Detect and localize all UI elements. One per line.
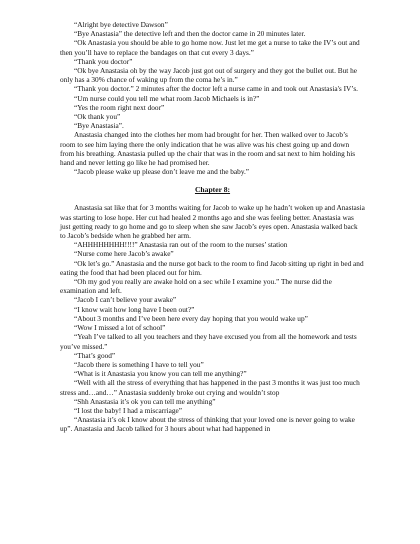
paragraph: “Ok Anastasia you should be able to go home now. Just let me get a nurse to take the IV’s out and then you’ll have to replace the bandages on that cut every 3 days.” [60, 38, 360, 57]
paragraph: “Shh Anastasia it’s ok you can tell me anything” [74, 396, 216, 406]
top-section [60, 20, 365, 176]
paragraph: “Thank you doctor.” 2 minutes after the doctor left a nurse came in and took out Anastasia's IV’s. [74, 84, 358, 94]
paragraph: “I lost the baby! I had a miscarriage” [74, 405, 182, 415]
paragraph: “AHHHHHHHH!!!!” Anastasia ran out of the room to the nurses’ station [74, 240, 288, 250]
paragraph: “Wow I missed a lot of school” [74, 323, 166, 333]
chapter-heading: Chapter 8: [194, 185, 231, 195]
paragraph: “Yes the room right next door” [74, 102, 165, 112]
paragraph: “Well with all the stress of everything that has happened in the past 3 months it was just too much stress and…and…” Anastasia suddenly broke out crying and wouldn’t stop [60, 378, 360, 397]
paragraph: “Um nurse could you tell me what room Jacob Michaels is in?” [74, 93, 260, 103]
paragraph: “Yeah I’ve talked to all you teachers and they have excused you from all the homework and tests you’ve missed.” [60, 332, 357, 351]
paragraph: “What is it Anastasia you know you can tell me anything?” [74, 369, 247, 379]
paragraph: “Ok thank you” [74, 112, 121, 122]
paragraph: “Bye Anastasia”. [74, 121, 124, 131]
paragraph: “Oh my god you really are awake hold on a sec while I examine you.” The nurse did the examination and left. [60, 277, 332, 296]
paragraph: Anastasia sat like that for 3 months waiting for Jacob to wake up he hadn’t woken up and Anastasia was starting to lose hope. Her cut had healed 2 months ago and she was feeling better. Anastasia was just getting ready to go home and go to sleep when she saw Jacob’s eyes open. Anastasia walked back to Jacob’s bedside when he grabbed her arm. [60, 203, 365, 241]
paragraph: “Thank you doctor” [74, 56, 133, 66]
bottom-section [60, 203, 365, 433]
paragraph: “Alright bye detective Dawson” [74, 20, 168, 29]
paragraph: “Jacob please wake up please don’t leave me and the baby.” [74, 167, 250, 177]
paragraph: Anastasia changed into the clothes her mom had brought for her. Then walked over to Jacob’s room to see him laying there the only indication that he was alive was his chest going up and down from his breathing. Anastasia pulled up the chair that was in the room and sat next to him holding his hand and never letting go like he had promised her. [60, 130, 356, 168]
paragraph: “Jacob I can’t believe your awake” [74, 295, 177, 305]
paragraph: “Anastasia it’s ok I know about the stress of thinking that your loved one is never going to wake up”. Anastasia and Jacob talked for 3 hours about what had happened in [60, 415, 355, 434]
paragraph: “Nurse come here Jacob’s awake” [74, 249, 174, 259]
paragraph: “Bye Anastasia” the detective left and then the doctor came in 20 minutes later. [74, 29, 306, 39]
paragraph: “Ok let’s go.” Anastasia and the nurse got back to the room to find Jacob sitting up right in bed and eating the food that had been placed out for him. [60, 258, 364, 277]
paragraph: “Ok bye Anastasia oh by the way Jacob just got out of surgery and they got the bullet out. But he only has a 30% chance of waking up from the coma he’s in.” [60, 66, 357, 85]
paragraph: “Jacob there is something I have to tell you” [74, 359, 204, 369]
paragraph: “About 3 months and I’ve been here every day hoping that you would wake up” [74, 313, 308, 323]
paragraph: “I know wait how long have I been out?” [74, 304, 195, 314]
paragraph: “That’s good” [74, 350, 116, 360]
